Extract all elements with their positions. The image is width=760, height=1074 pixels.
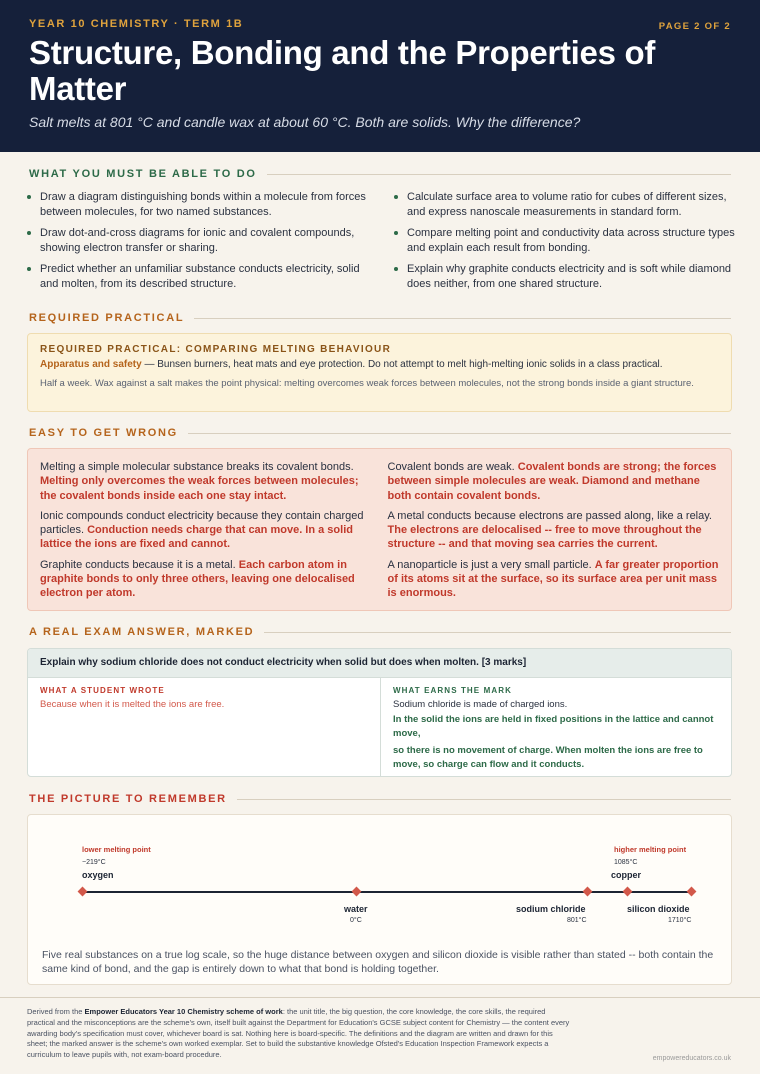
mark-intro: Sodium chloride is made of charged ions.	[393, 699, 568, 710]
footer-source: Empower Educators Year 10 Chemistry scheme of work	[84, 1007, 283, 1016]
misconception-fix: Conduction needs charge that can move. In a solid lattice the ions are fixed and cannot.	[40, 524, 353, 551]
mark-label: WHAT EARNS THE MARK	[393, 686, 512, 695]
section-must-do	[29, 168, 731, 180]
misconception-claim: A nanoparticle is just a very small particle.	[387, 558, 592, 571]
page-subtitle: Salt melts at 801 °C and candle wax at about 60 °C. Both are solids. Why the difference?	[29, 114, 581, 130]
page-header	[0, 0, 760, 152]
mark-column	[380, 678, 731, 777]
section-title: EASY TO GET WRONG	[29, 427, 178, 439]
page-number: PAGE 2 OF 2	[658, 21, 731, 32]
misconception	[40, 558, 372, 601]
must-do-list	[27, 190, 737, 298]
misconception-fix: Melting only overcomes the weak forces between molecules; the covalent bonds inside each one stay intact.	[40, 475, 359, 502]
list-item: Predict whether an unfamiliar substance conducts electricity, solid and molten, from its described structure.	[27, 262, 370, 291]
safety-text: — Bunsen burners, heat mats and eye protection. Do not attempt to melt high-melting ionic solids in a class practical.	[141, 359, 663, 370]
list-item: Draw dot-and-cross diagrams for ionic and covalent compounds, showing electron transfer or sharing.	[27, 226, 370, 255]
silicon-dioxide-temp: 1710°C	[668, 917, 692, 924]
misconceptions-box	[27, 448, 732, 611]
misconception-fix: The electrons are delocalised -- free to move throughout the structure -- and that moving sea carries the current.	[387, 524, 702, 551]
copper-marker	[623, 887, 633, 897]
divider	[188, 433, 731, 434]
divider	[264, 632, 731, 633]
silicon-dioxide-marker	[687, 887, 697, 897]
course-eyebrow: YEAR 10 CHEMISTRY · TERM 1B	[29, 18, 244, 30]
misconception-claim: Covalent bonds are weak.	[387, 461, 515, 473]
water-marker	[352, 887, 362, 897]
silicon-dioxide-name: silicon dioxide	[627, 904, 690, 914]
oxygen-name: oxygen	[82, 870, 114, 880]
high-end-label: higher melting point	[614, 845, 687, 854]
practical-safety	[40, 359, 719, 370]
misconception	[388, 460, 720, 503]
copper-temp: 1085°C	[614, 859, 638, 866]
low-end-label: lower melting point	[82, 845, 151, 854]
section-title: WHAT YOU MUST BE ABLE TO DO	[29, 168, 257, 180]
misconception-claim: Graphite conducts because it is a metal.	[40, 558, 236, 571]
sodium-chloride-marker	[583, 887, 593, 897]
oxygen-marker	[78, 887, 88, 897]
practical-heading: REQUIRED PRACTICAL: COMPARING MELTING BEHAVIOUR	[40, 344, 392, 355]
footer-url: empowereducators.co.uk	[652, 1055, 731, 1062]
misconception	[388, 558, 720, 601]
mark-point: In the solid the ions are held in fixed positions in the lattice and cannot move,	[393, 714, 714, 739]
misconception	[388, 509, 720, 552]
diagram-caption: Five real substances on a true log scale, so the huge distance between oxygen and silicon dioxide is visible rather than stated -- both contain the same kind of bond, and the gap is entirely down to what that bond is holding together.	[42, 949, 714, 975]
exam-columns	[28, 678, 731, 777]
melting-point-diagram	[27, 814, 732, 985]
list-item: Draw a diagram distinguishing bonds within a molecule from forces between molecules, for two named substances.	[27, 190, 370, 219]
section-title: REQUIRED PRACTICAL	[29, 312, 185, 324]
student-column	[28, 678, 380, 777]
misconception-claim: Melting a simple molecular substance breaks its covalent bonds.	[40, 461, 354, 473]
exam-box	[27, 648, 732, 777]
section-wrong	[29, 427, 731, 439]
water-name: water	[344, 904, 368, 914]
section-picture	[29, 793, 731, 805]
section-title: A REAL EXAM ANSWER, MARKED	[29, 626, 255, 638]
mark-point: so there is no movement of charge. When molten the ions are free to move, so charge can flow and it conducts.	[393, 745, 703, 770]
misconception-claim: A metal conducts because electrons are passed along, like a relay.	[387, 509, 712, 522]
divider	[237, 799, 731, 800]
divider	[194, 318, 731, 319]
list-item: Calculate surface area to volume ratio for cubes of different sizes, and express nanoscale measurements in standard form.	[394, 190, 737, 219]
footer	[0, 997, 760, 1074]
misconception-fix: Covalent bonds are strong; the forces between simple molecules are weak. Diamond and methane both contain covalent bonds.	[387, 461, 717, 502]
log-scale-axis	[82, 891, 692, 893]
misconception	[40, 509, 372, 552]
practical-box	[27, 333, 732, 412]
list-item: Compare melting point and conductivity data across structure types and explain each result from bonding.	[394, 226, 737, 255]
copper-name: copper	[611, 870, 642, 880]
footer-lead: Derived from the	[27, 1007, 85, 1016]
divider	[267, 174, 731, 175]
list-item: Explain why graphite conducts electricity and is soft while diamond does neither, from one shared structure.	[394, 262, 737, 291]
water-temp: 0°C	[350, 917, 362, 924]
misconception-fix: Each carbon atom in graphite bonds to only three others, leaving one delocalised electron per atom.	[40, 558, 355, 600]
misconception-claim: Ionic compounds conduct electricity because they contain charged particles.	[40, 509, 364, 537]
misconception	[40, 460, 372, 503]
exam-question: Explain why sodium chloride does not conduct electricity when solid but does when molten. [3 marks]	[28, 649, 731, 678]
safety-label: Apparatus and safety	[40, 359, 142, 370]
student-label: WHAT A STUDENT WROTE	[40, 686, 165, 695]
misconception-column	[388, 460, 720, 607]
sodium-chloride-temp: 801°C	[567, 917, 587, 924]
section-title: THE PICTURE TO REMEMBER	[29, 793, 227, 805]
footer-note	[27, 1007, 575, 1061]
misconception-fix: A far greater proportion of its atoms sit at the surface, so its surface area per unit mass is enormous.	[387, 558, 719, 600]
oxygen-temp: −219°C	[82, 859, 106, 866]
student-answer: Because when it is melted the ions are free.	[40, 699, 225, 710]
misconception-column	[40, 460, 372, 607]
practical-note: Half a week. Wax against a salt makes the point physical: melting overcomes weak forces between molecules, not the strong bonds inside a giant structure.	[40, 378, 694, 389]
sodium-chloride-name: sodium chloride	[516, 904, 586, 914]
footer-text: : the unit title, the big question, the core knowledge, the core skills, the required practical and the misconceptions are the scheme's own, itself built against the Department for Education's GCSE subject content for Chemistry — the content every awarding body's specification must cover, whichever board is sat. Nothing here is board-specific. The definitions and the diagram are written and drawn for this sheet; the marked answer is the scheme's own worked exemplar. Set to build the substantive knowledge Ofsted's Education Inspection Framework expects a curriculum to leave pupils with, not exam-board procedure.	[27, 1007, 570, 1060]
section-practical	[29, 312, 731, 324]
section-exam	[29, 626, 731, 638]
page-title: Structure, Bonding and the Properties of Matter	[29, 34, 656, 107]
